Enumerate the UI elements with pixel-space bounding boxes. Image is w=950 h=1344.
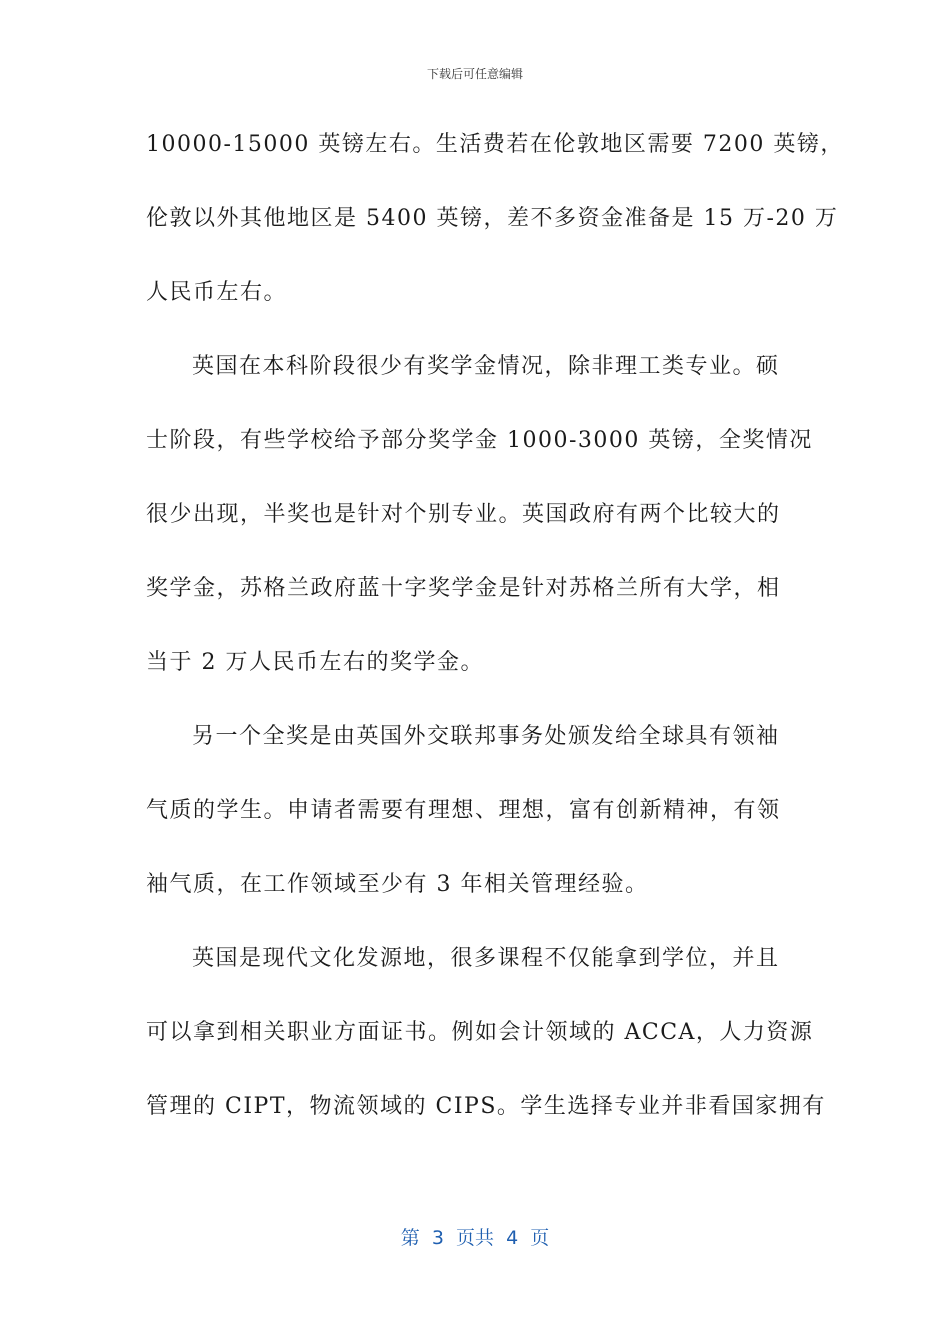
text-line: 当于 2 万人民币左右的奖学金。 [146, 650, 484, 675]
text-line: 10000-15000 英镑左右。生活费若在伦敦地区需要 7200 英镑， [146, 132, 844, 157]
page-number-footer: 第 3 页共 4 页 [400, 1227, 550, 1249]
page-header: 下载后可任意编辑 [426, 67, 523, 81]
text-line: 伦敦以外其他地区是 5400 英镑，差不多资金准备是 15 万-20 万 [146, 206, 839, 231]
text-line: 袖气质，在工作领域至少有 3 年相关管理经验。 [146, 872, 649, 897]
text-line: 士阶段，有些学校给予部分奖学金 1000-3000 英镑，全奖情况 [146, 428, 813, 453]
paragraph-start-line: 英国在本科阶段很少有奖学金情况，除非理工类专业。硕 [192, 354, 780, 379]
paragraph-start-line: 另一个全奖是由英国外交联邦事务处颁发给全球具有领袖 [192, 724, 780, 749]
text-line: 很少出现，半奖也是针对个别专业。英国政府有两个比较大的 [146, 502, 781, 527]
text-line: 人民币左右。 [146, 280, 288, 305]
text-line: 管理的 CIPT，物流领域的 CIPS。学生选择专业并非看国家拥有 [146, 1094, 826, 1119]
text-line: 奖学金，苏格兰政府蓝十字奖学金是针对苏格兰所有大学，相 [146, 576, 781, 601]
paragraph-start-line: 英国是现代文化发源地，很多课程不仅能拿到学位，并且 [192, 946, 780, 971]
text-line: 可以拿到相关职业方面证书。例如会计领域的 ACCA，人力资源 [146, 1020, 814, 1045]
text-line: 气质的学生。申请者需要有理想、理想，富有创新精神，有领 [146, 798, 781, 823]
document-body [146, 122, 844, 1158]
